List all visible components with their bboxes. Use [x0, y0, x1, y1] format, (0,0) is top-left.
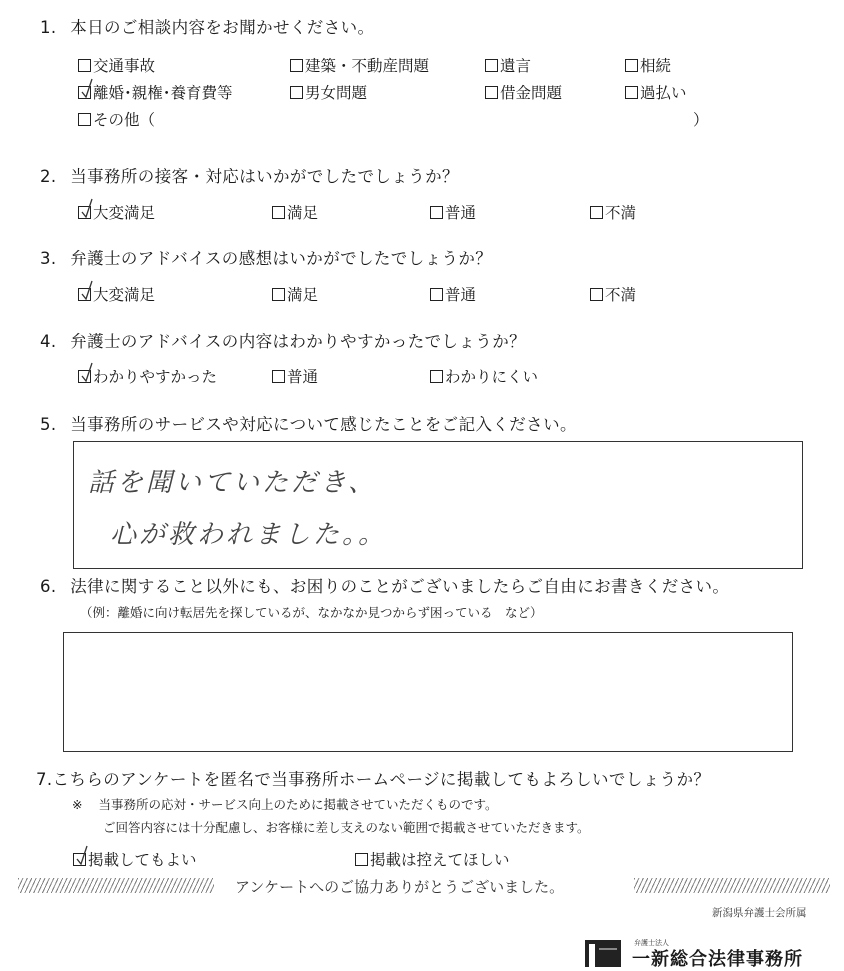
checkbox[interactable]	[625, 86, 638, 99]
question-3-number: 3.	[40, 249, 57, 268]
checkbox[interactable]	[485, 59, 498, 72]
q5-answer-box[interactable]	[73, 441, 803, 569]
checkbox[interactable]	[290, 86, 303, 99]
question-3	[40, 245, 492, 269]
question-2	[40, 163, 459, 187]
checkbox-checked[interactable]	[78, 288, 91, 301]
question-6-text: 法律に関すること以外にも、お困りのことがございましたらご自由にお書きください。	[70, 577, 730, 596]
q1-option-debt[interactable]	[485, 81, 562, 103]
question-4	[40, 328, 526, 352]
check-mark-icon	[80, 362, 94, 384]
question-4-text: 弁護士のアドバイスの内容はわかりやすかったでしょうか？	[70, 332, 527, 351]
q1-option-divorce[interactable]	[78, 81, 233, 103]
q3-option-normal[interactable]	[430, 283, 476, 305]
check-mark-icon	[80, 280, 94, 302]
hatch-divider-right	[634, 878, 830, 893]
checkbox[interactable]	[272, 370, 285, 383]
option-label: 普通	[287, 368, 319, 386]
check-mark-icon	[80, 78, 94, 100]
note-mark: ※	[72, 797, 83, 812]
checkbox-checked[interactable]	[73, 853, 86, 866]
checkbox[interactable]	[430, 370, 443, 383]
q1-option-relationship[interactable]	[290, 81, 367, 103]
q4-option-normal[interactable]	[272, 365, 318, 387]
option-label: 遺言	[500, 57, 532, 75]
option-label: 普通	[445, 286, 477, 304]
checkbox[interactable]	[485, 86, 498, 99]
option-label: 過払い	[640, 84, 687, 102]
checkbox[interactable]	[590, 288, 603, 301]
firm-name: 一新総合法律事務所	[632, 949, 803, 970]
thanks-message: アンケートへのご協力ありがとうございました。	[235, 878, 565, 896]
q3-option-very-satisfied[interactable]	[78, 283, 155, 305]
q1-option-traffic[interactable]	[78, 54, 155, 76]
option-label: 普通	[445, 204, 477, 222]
note-text-1: 当事務所の応対・サービス向上のために掲載させていただくものです。	[98, 797, 498, 812]
q2-option-dissatisfied[interactable]	[590, 201, 636, 223]
q7-note-2: ご回答内容には十分配慮し、お客様に差し支えのない範囲で掲載させていただきます。	[103, 820, 590, 835]
check-mark-icon	[75, 845, 89, 867]
q3-option-dissatisfied[interactable]	[590, 283, 636, 305]
question-6	[40, 573, 729, 597]
q1-option-other[interactable]	[78, 108, 155, 130]
checkbox-checked[interactable]	[78, 370, 91, 383]
question-7: 7.こちらのアンケートを匿名で当事務所ホームページに掲載してもよろしいでしょうか？	[36, 770, 711, 789]
question-5-number: 5.	[40, 415, 57, 434]
q6-answer-box[interactable]	[63, 632, 793, 752]
question-2-number: 2.	[40, 167, 57, 186]
option-label: 離婚･親権･養育費等	[93, 84, 233, 102]
option-label: 不満	[605, 286, 637, 304]
checkbox[interactable]	[355, 853, 368, 866]
q2-option-satisfied[interactable]	[272, 201, 318, 223]
checkbox[interactable]	[430, 206, 443, 219]
checkbox[interactable]	[272, 206, 285, 219]
option-label: 借金問題	[500, 84, 563, 102]
question-1	[40, 14, 374, 38]
question-3-text: 弁護士のアドバイスの感想はいかがでしたでしょうか？	[70, 249, 493, 268]
checkbox[interactable]	[78, 59, 91, 72]
q7-note-1	[72, 795, 497, 813]
q2-option-normal[interactable]	[430, 201, 476, 223]
option-label: 満足	[287, 286, 319, 304]
q7-option-allow[interactable]	[73, 848, 197, 870]
checkbox-checked[interactable]	[78, 206, 91, 219]
checkbox[interactable]	[290, 59, 303, 72]
option-label: 交通事故	[93, 57, 156, 75]
q7-option-decline[interactable]	[355, 848, 510, 870]
bar-association-affiliation: 新潟県弁護士会所属	[712, 907, 807, 919]
option-label: その他（	[93, 111, 156, 129]
option-label: わかりやすかった	[93, 368, 218, 386]
check-mark-icon	[80, 198, 94, 220]
q2-option-very-satisfied[interactable]	[78, 201, 155, 223]
checkbox[interactable]	[430, 288, 443, 301]
q6-example: （例：離婚に向け転居先を探しているが、なかなか見つからず困っている など）	[80, 605, 543, 620]
question-1-number: 1.	[40, 18, 57, 37]
firm-name-prefix: 弁護士法人	[634, 939, 669, 947]
checkbox[interactable]	[590, 206, 603, 219]
q3-option-satisfied[interactable]	[272, 283, 318, 305]
option-label: 大変満足	[93, 286, 156, 304]
option-label: 相続	[640, 57, 672, 75]
option-label: 掲載は控えてほしい	[370, 851, 510, 869]
option-label: 満足	[287, 204, 319, 222]
question-4-number: 4.	[40, 332, 57, 351]
option-label: 掲載してもよい	[88, 851, 197, 869]
q1-option-will[interactable]	[485, 54, 531, 76]
checkbox-checked[interactable]	[78, 86, 91, 99]
option-label: 大変満足	[93, 204, 156, 222]
q1-option-real-estate[interactable]	[290, 54, 429, 76]
question-1-text: 本日のご相談内容をお聞かせください。	[70, 18, 375, 37]
checkbox[interactable]	[625, 59, 638, 72]
checkbox[interactable]	[272, 288, 285, 301]
q1-option-inheritance[interactable]	[625, 54, 671, 76]
question-6-number: 6.	[40, 577, 57, 596]
firm-logo-icon	[585, 937, 621, 967]
q4-option-easy[interactable]	[78, 365, 217, 387]
question-2-text: 当事務所の接客・対応はいかがでしたでしょうか？	[70, 167, 459, 186]
option-label: 建築・不動産問題	[305, 57, 430, 75]
option-label: 不満	[605, 204, 637, 222]
question-5	[40, 411, 577, 435]
q1-other-close-paren: ）	[693, 111, 709, 129]
option-label: わかりにくい	[445, 368, 539, 386]
q5-handwritten-line-2: 心が救われました。。	[110, 520, 388, 550]
hatch-divider-left	[18, 878, 214, 893]
q1-option-overpayment[interactable]	[625, 81, 687, 103]
checkbox[interactable]	[78, 113, 91, 126]
option-label: 男女問題	[305, 84, 368, 102]
question-5-text: 当事務所のサービスや対応について感じたことをご記入ください。	[70, 415, 577, 434]
q5-handwritten-line-1: 話を聞いていただき、	[88, 468, 377, 498]
q4-option-hard[interactable]	[430, 365, 538, 387]
